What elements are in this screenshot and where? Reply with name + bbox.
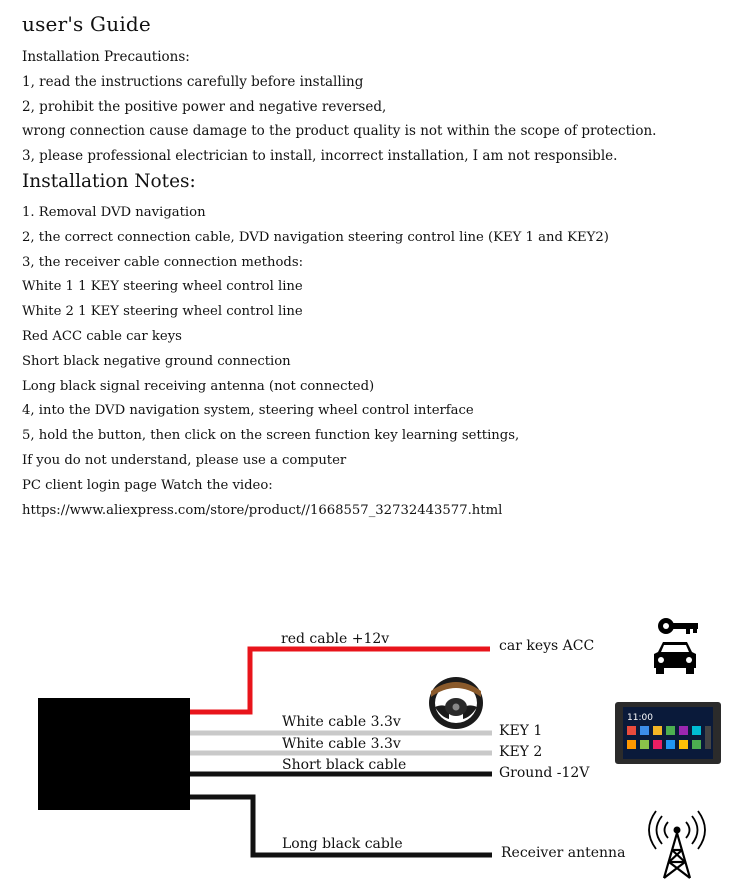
note-line: 2, the correct connection cable, DVD navigation steering control line (KEY 1 and KEY2)	[22, 229, 609, 245]
note-line: If you do not understand, please use a computer	[22, 452, 347, 468]
white-cable-2-label: White cable 3.3v	[282, 736, 401, 752]
video-url[interactable]: https://www.aliexpress.com/store/product//1668557_32732443577.html	[22, 502, 503, 518]
notes-heading: Installation Notes:	[22, 171, 196, 192]
white-cable-1-label: White cable 3.3v	[282, 714, 401, 730]
svg-text:11:00: 11:00	[627, 713, 653, 723]
key1-endpoint-label: KEY 1	[499, 723, 543, 739]
long-black-label: Long black cable	[282, 836, 403, 852]
precautions-heading: Installation Precautions:	[22, 49, 190, 65]
receiver-box	[38, 698, 190, 810]
car-key-icon	[650, 614, 700, 676]
steering-wheel-icon	[427, 675, 485, 731]
note-line: 3, the receiver cable connection methods:	[22, 254, 304, 270]
note-line: White 2 1 KEY steering wheel control line	[22, 304, 303, 320]
note-line: 4, into the DVD navigation system, steering wheel control interface	[22, 403, 474, 419]
note-line: PC client login page Watch the video:	[22, 477, 273, 493]
precaution-line: 3, please professional electrician to install, incorrect installation, I am not responsible.	[22, 148, 618, 165]
precaution-line: 1, read the instructions carefully before installing	[22, 73, 364, 90]
antenna-endpoint-label: Receiver antenna	[501, 845, 626, 861]
car-stereo-icon	[613, 698, 723, 768]
note-line: Red ACC cable car keys	[22, 328, 182, 344]
precautions-list	[22, 45, 656, 169]
short-black-label: Short black cable	[282, 757, 407, 773]
red-cable-label: red cable +12v	[281, 631, 390, 647]
note-line: White 1 1 KEY steering wheel control line	[22, 279, 303, 295]
key2-endpoint-label: KEY 2	[499, 744, 543, 760]
note-line: Short black negative ground connection	[22, 353, 291, 369]
acc-endpoint-label: car keys ACC	[499, 638, 595, 654]
precaution-line: wrong connection cause damage to the product quality is not within the scope of protection.	[22, 123, 657, 140]
precaution-line: 2, prohibit the positive power and negative reversed,	[22, 98, 387, 115]
wiring-diagram	[0, 600, 742, 896]
note-line: 5, hold the button, then click on the screen function key learning settings,	[22, 428, 520, 444]
note-line: 1. Removal DVD navigation	[22, 205, 206, 220]
guide-title: user's Guide	[22, 12, 151, 36]
note-line: Long black signal receiving antenna (not connected)	[22, 378, 375, 394]
ground-endpoint-label: Ground -12V	[499, 765, 590, 781]
antenna-tower-icon	[648, 810, 706, 880]
notes-list	[22, 201, 609, 523]
